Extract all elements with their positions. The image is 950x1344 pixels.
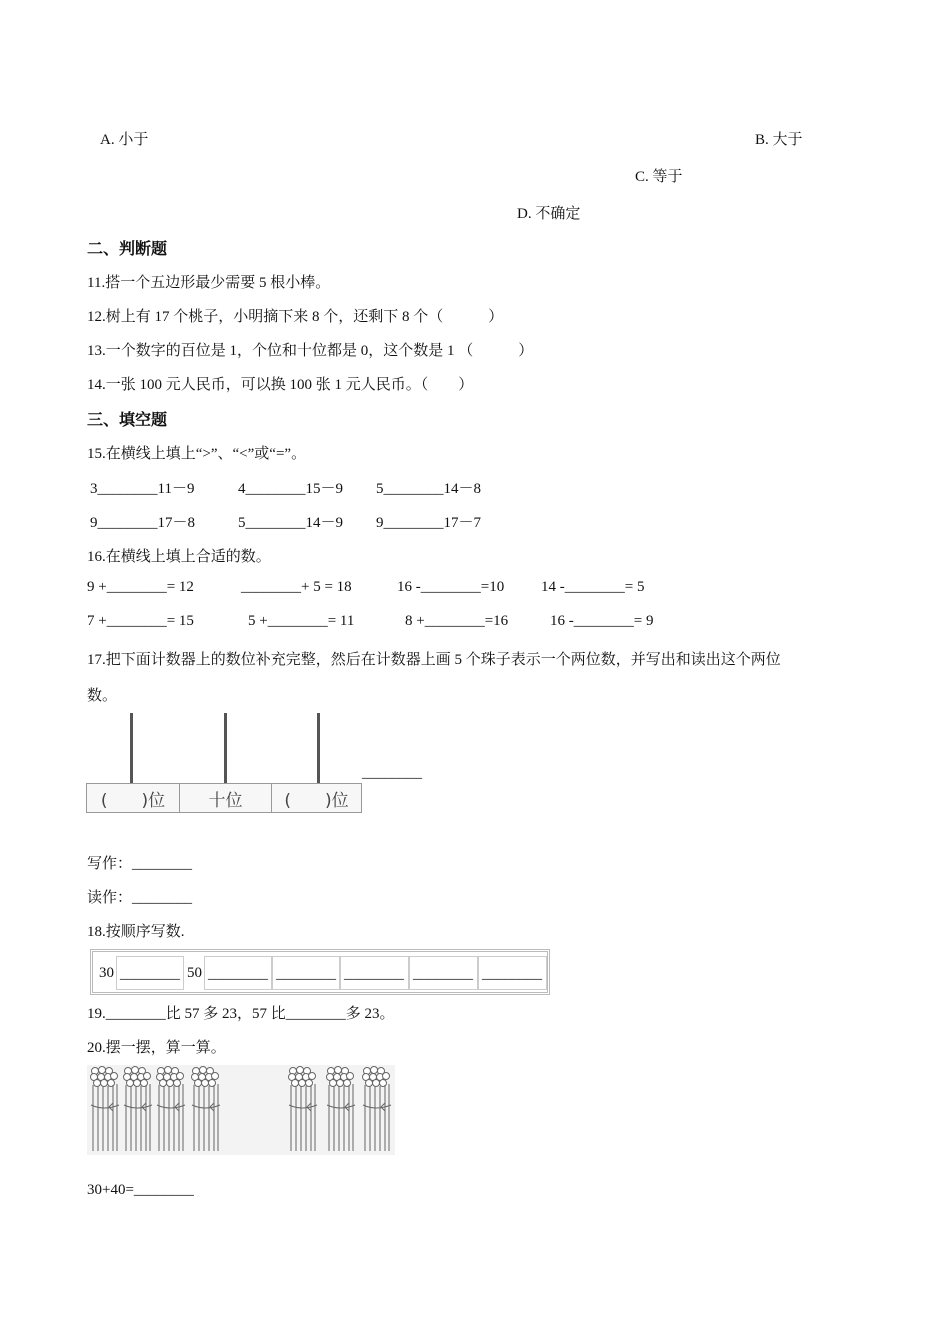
compare-item: 9________17－8 (90, 515, 196, 531)
equation-item: 8 +________=16 (405, 613, 509, 629)
compare-item: 9________17－7 (376, 515, 482, 531)
place-label-left: ( )位 (86, 783, 180, 813)
question-16-stem: 16.在横线上填上合适的数。 (87, 549, 271, 565)
question-19: 19.________比 57 多 23，57 比________多 23。 (87, 1006, 395, 1022)
option-b: B. 大于 (755, 132, 803, 148)
question-17-stem: 17.把下面计数器上的数位补充完整，然后在计数器上画 5 个珠子表示一个两位数，并写出和读出这个两位 (87, 652, 781, 668)
write-as: 写作：________ (87, 856, 193, 872)
compare-item: 3________11－9 (90, 481, 195, 497)
ten-stick-bundle (192, 1067, 221, 1152)
equation-item: 16 -________= 9 (550, 613, 654, 629)
equation-item: 5 +________= 11 (248, 613, 355, 629)
place-label-right: ( )位 (271, 783, 362, 813)
option-d: D. 不确定 (517, 206, 581, 222)
equation-item: 14 -________= 5 (541, 579, 645, 595)
sequence-blank[interactable]: ________ (116, 956, 184, 990)
sequence-cell: 30 (99, 965, 114, 981)
stick-bundles-image (87, 1065, 395, 1155)
equation-item: ________+ 5 = 18 (241, 579, 352, 595)
compare-item: 4________15－9 (238, 481, 344, 497)
equation-item: 7 +________= 15 (87, 613, 194, 629)
counting-frame (86, 713, 436, 817)
place-label-tens: 十位 (179, 783, 272, 813)
section-title-fill-in: 三、填空题 (87, 410, 168, 429)
question-11: 11.搭一个五边形最少需要 5 根小棒。 (87, 275, 331, 291)
sequence-blank[interactable]: ________ (478, 956, 547, 990)
sequence-blank[interactable]: ________ (409, 956, 478, 990)
equation-item: 16 -________=10 (397, 579, 505, 595)
equation-item: 9 +________= 12 (87, 579, 194, 595)
sequence-blank[interactable]: ________ (204, 956, 272, 990)
question-18-stem: 18.按顺序写数. (87, 924, 185, 940)
ten-stick-bundle (91, 1067, 120, 1152)
question-20-stem: 20.摆一摆，算一算。 (87, 1040, 226, 1056)
abacus-rod (317, 713, 320, 783)
option-a: A. 小于 (100, 132, 149, 148)
question-14: 14.一张 100 元人民币，可以换 100 张 1 元人民币。（ ） (87, 377, 474, 393)
number-sequence-table (90, 949, 550, 995)
question-15-stem: 15.在横线上填上“>”、“<”或“=”。 (87, 446, 307, 462)
question-12: 12.树上有 17 个桃子，小明摘下来 8 个，还剩下 8 个（ ） (87, 309, 504, 325)
sequence-cell: 50 (187, 965, 202, 981)
stick-bundles-drawing (87, 1065, 395, 1155)
ten-stick-bundle (157, 1067, 186, 1152)
question-17-stem-cont: 数。 (87, 688, 118, 704)
read-as: 读作：________ (87, 890, 193, 906)
compare-item: 5________14－8 (376, 481, 482, 497)
answer-blank[interactable]: ________ (362, 765, 422, 781)
ten-stick-bundle (363, 1067, 392, 1152)
question-13: 13.一个数字的百位是 1，个位和十位都是 0，这个数是 1 （ ） (87, 343, 534, 359)
sequence-blank[interactable]: ________ (272, 956, 340, 990)
section-title-judgement: 二、判断题 (87, 239, 168, 258)
compare-item: 5________14－9 (238, 515, 344, 531)
abacus-rod (130, 713, 133, 783)
abacus-rod (224, 713, 227, 783)
ten-stick-bundle (124, 1067, 153, 1152)
option-c: C. 等于 (635, 169, 683, 185)
ten-stick-bundle (327, 1067, 356, 1152)
sequence-blank[interactable]: ________ (340, 956, 409, 990)
ten-stick-bundle (289, 1067, 318, 1152)
question-20-equation: 30+40=________ (87, 1182, 194, 1198)
